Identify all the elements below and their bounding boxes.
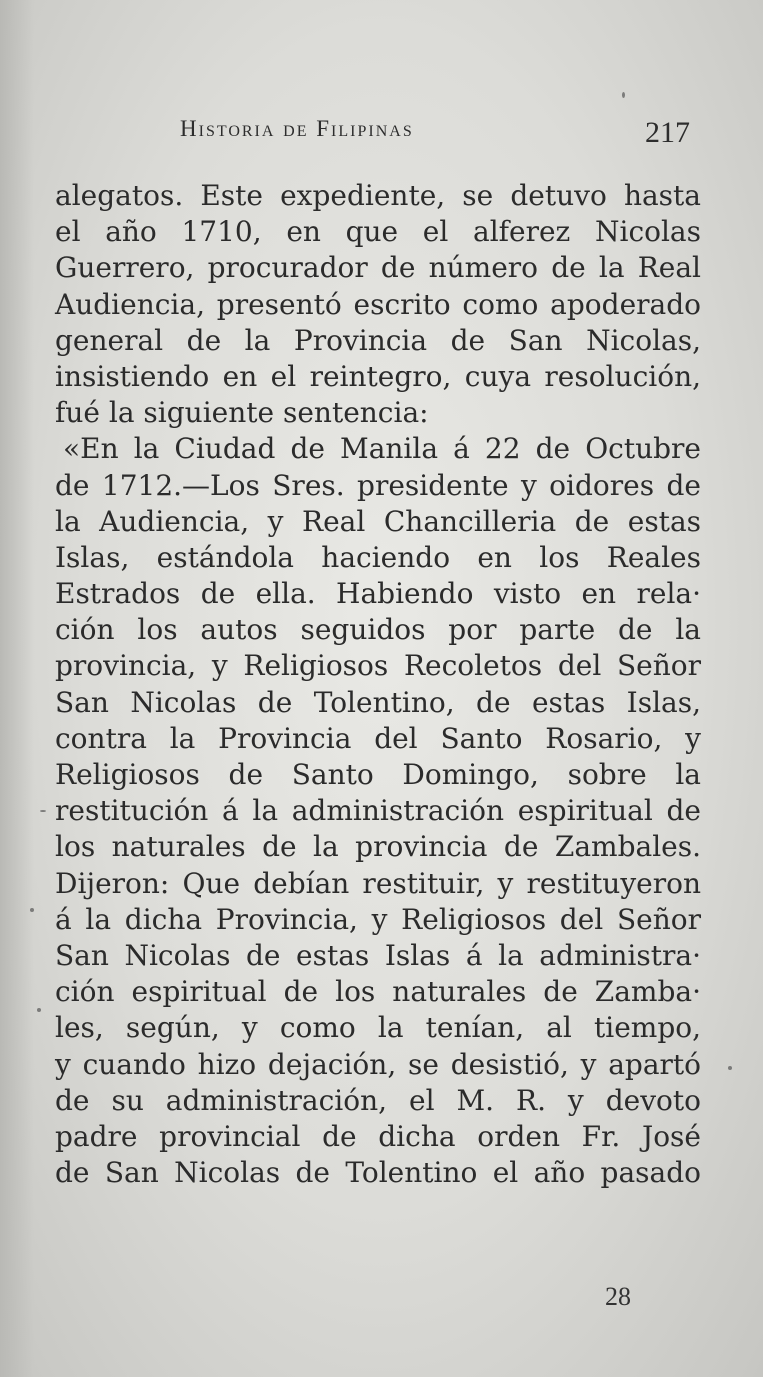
text-line: Religiosos de Santo Domingo, sobre la [55,758,701,791]
text-line: los naturales de la provincia de Zambales. [55,830,701,864]
text-line: fué la siguiente sentencia: [55,396,429,430]
text-line: Audiencia, presentó escrito como apoderado [55,287,701,321]
ink-speck [40,810,46,812]
text-line: Guerrero, procurador de número de la Real [55,251,701,285]
ink-speck [37,1008,41,1012]
text-line: contra la Provincia del Santo Rosario, y [55,721,701,755]
text-line: el año 1710, en que el alferez Nicolas [55,215,701,249]
text-line: á la dicha Provincia, y Religiosos del Señor [55,902,701,936]
text-line: de 1712.—Los Sres. presidente y oidores de [55,468,701,502]
text-line: general de la Provincia de San Nicolas, [55,323,701,357]
running-title: Historia de Filipinas [180,116,414,141]
text-line: padre provincial de dicha orden Fr. José [55,1119,701,1153]
ink-speck [728,1066,732,1070]
page-number: 217 [645,116,690,149]
running-head [180,112,690,156]
text-line: provincia, y Religiosos Recoletos del Señor [55,649,701,683]
text-line: Estrados de ella. Habiendo visto en rela· [55,577,701,611]
ink-speck [622,92,625,98]
text-line: ción los autos seguidos por parte de la [55,613,701,647]
text-line: y cuando hizo dejación, se desistió, y apartó [55,1047,701,1081]
text-line: la Audiencia, y Real Chancilleria de estas [55,504,701,538]
text-line: restitución á la administración espiritual de [55,794,701,828]
text-line: San Nicolas de Tolentino, de estas Islas, [55,685,701,719]
body-text [55,178,701,1191]
text-line: les, según, y como la tenían, al tiempo, [55,1011,701,1045]
text-line: insistiendo en el reintegro, cuya resolución, [55,359,701,393]
text-line: «En la Ciudad de Manila á 22 de Octubre [63,432,701,466]
signature-mark: 28 [605,1282,631,1311]
text-line: de su administración, el M. R. y devoto [55,1083,701,1117]
text-line: Dijeron: Que debían restituir, y restituyeron [55,866,701,900]
ink-speck [30,908,34,912]
text-line: Islas, estándola haciendo en los Reales [55,540,701,574]
text-line: de San Nicolas de Tolentino el año pasado [55,1156,701,1190]
text-line: San Nicolas de estas Islas á la administra· [55,938,701,972]
text-line: alegatos. Este expediente, se detuvo hasta [55,179,701,212]
page-gutter-shadow [0,0,34,1377]
text-line: ción espiritual de los naturales de Zamba· [55,975,701,1009]
